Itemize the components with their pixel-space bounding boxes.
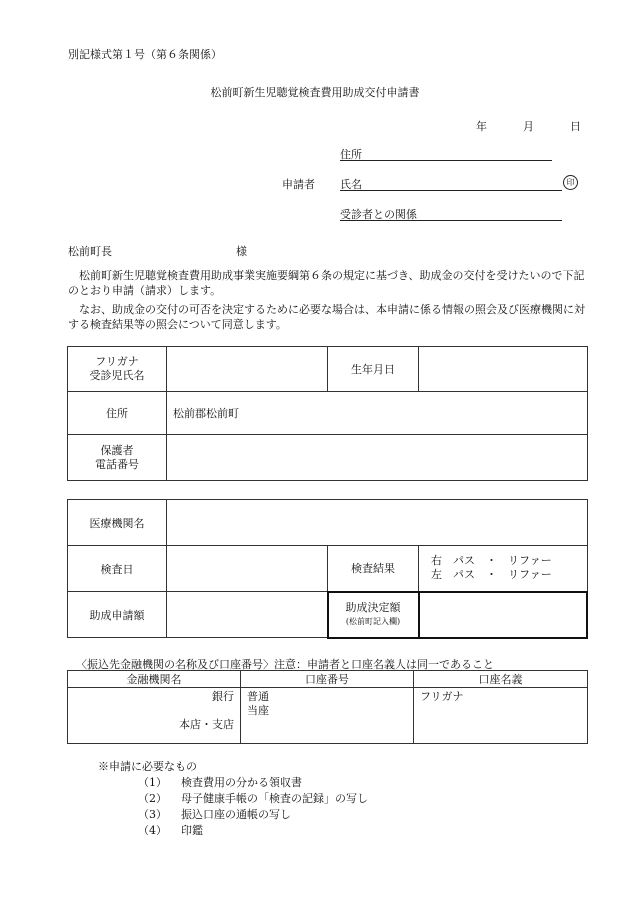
mayor-addressee: 松前町長 (68, 245, 112, 258)
decision-input (419, 592, 588, 638)
account-holder-input[interactable] (414, 688, 588, 744)
addressee-honorific: 様 (236, 245, 247, 258)
dob-label: 生年月日 (328, 347, 419, 392)
bank-suffix: 銀行 (212, 690, 234, 703)
applicant-relation-line[interactable] (340, 220, 562, 221)
furigana-label: フリガナ (95, 355, 139, 368)
guardian-phone-input[interactable] (167, 435, 588, 481)
applicant-address-label: 住所 (340, 148, 362, 161)
body-paragraph-1: 松前町新生児聴覚検査費用助成事業実施要綱第６条の規定に基づき、助成金の交付を受けたいので下記のとおり申請（請求）します。 (68, 269, 585, 297)
bank-name-input[interactable] (68, 688, 241, 744)
exam-date-label: 検査日 (68, 546, 167, 592)
bank-section-heading: 〈振込先金融機関の名称及び口座番号〉注意：申請者と口座名義人は同一であること (76, 658, 494, 671)
requirement-number: （4） (138, 824, 167, 837)
applicant-address-line[interactable] (340, 160, 552, 161)
requirement-text: 印鑑 (181, 824, 203, 837)
dob-input[interactable] (419, 347, 588, 392)
account-type-current[interactable]: 当座 (247, 704, 269, 717)
requirement-item (138, 822, 203, 838)
account-holder-header: 口座名義 (414, 671, 588, 688)
bank-table (67, 670, 588, 744)
child-name-label: 受診児氏名 (89, 369, 145, 382)
guardian-label: 保護者 (100, 443, 134, 457)
child-info-table (67, 346, 588, 481)
date-day-label: 日 (570, 120, 581, 133)
holder-furigana-label: フリガナ (420, 690, 464, 703)
requirement-text: 振込口座の通帳の写し (181, 808, 291, 821)
address-label: 住所 (68, 392, 167, 435)
requirement-item (138, 790, 368, 806)
seal-mark: 印 (563, 175, 578, 190)
account-number-input[interactable] (241, 688, 414, 744)
decision-label: 助成決定額 (345, 600, 401, 614)
account-number-header: 口座番号 (241, 671, 414, 688)
applicant-name-line[interactable] (340, 190, 562, 191)
requirement-text: 検査費用の分かる領収書 (181, 776, 302, 789)
requirement-text: 母子健康手帳の「検査の記録」の写し (181, 792, 368, 805)
branch-label: 本店・支店 (179, 718, 234, 731)
institution-input[interactable] (167, 500, 588, 546)
address-value[interactable]: 松前郡松前町 (167, 392, 588, 435)
requirement-number: （2） (138, 792, 167, 805)
requirements-heading: ※申請に必要なもの (98, 760, 197, 773)
right-ear-result: 右 パス ・ リファー (431, 554, 552, 568)
applicant-name-label: 氏名 (340, 178, 362, 191)
body-paragraph-2: なお、助成金の交付の可否を決定するために必要な場合は、本申請に係る情報の照会及び医療機関に対する検査結果等の照会について同意します。 (68, 303, 585, 331)
bank-name-header: 金融機関名 (68, 671, 241, 688)
requirement-number: （3） (138, 808, 167, 821)
date-year-label: 年 (476, 120, 487, 133)
form-reference: 別記様式第１号（第６条関係） (68, 48, 222, 61)
date-month-label: 月 (523, 120, 534, 133)
amount-label: 助成申請額 (68, 592, 167, 638)
applicant-label: 申請者 (282, 178, 315, 191)
institution-label: 医療機関名 (68, 500, 167, 546)
child-name-label-cell (68, 347, 167, 392)
requirement-number: （1） (138, 776, 167, 789)
amount-input[interactable] (167, 592, 328, 638)
decision-note: (松前町記入欄) (345, 616, 401, 626)
child-name-input[interactable] (167, 347, 328, 392)
exam-result-options[interactable] (419, 546, 588, 592)
requirement-item (138, 774, 302, 790)
phone-label: 電話番号 (95, 457, 139, 471)
guardian-phone-label-cell (68, 435, 167, 481)
exam-result-label: 検査結果 (328, 546, 419, 592)
requirement-item (138, 806, 291, 822)
decision-label-cell (328, 592, 419, 638)
exam-info-table (67, 499, 588, 639)
left-ear-result: 左 パス ・ リファー (431, 568, 552, 582)
document-title: 松前町新生児聴覚検査費用助成交付申請書 (210, 86, 420, 99)
exam-date-input[interactable] (167, 546, 328, 592)
applicant-relation-label: 受診者との関係 (340, 208, 417, 221)
account-type-ordinary[interactable]: 普通 (247, 690, 269, 703)
